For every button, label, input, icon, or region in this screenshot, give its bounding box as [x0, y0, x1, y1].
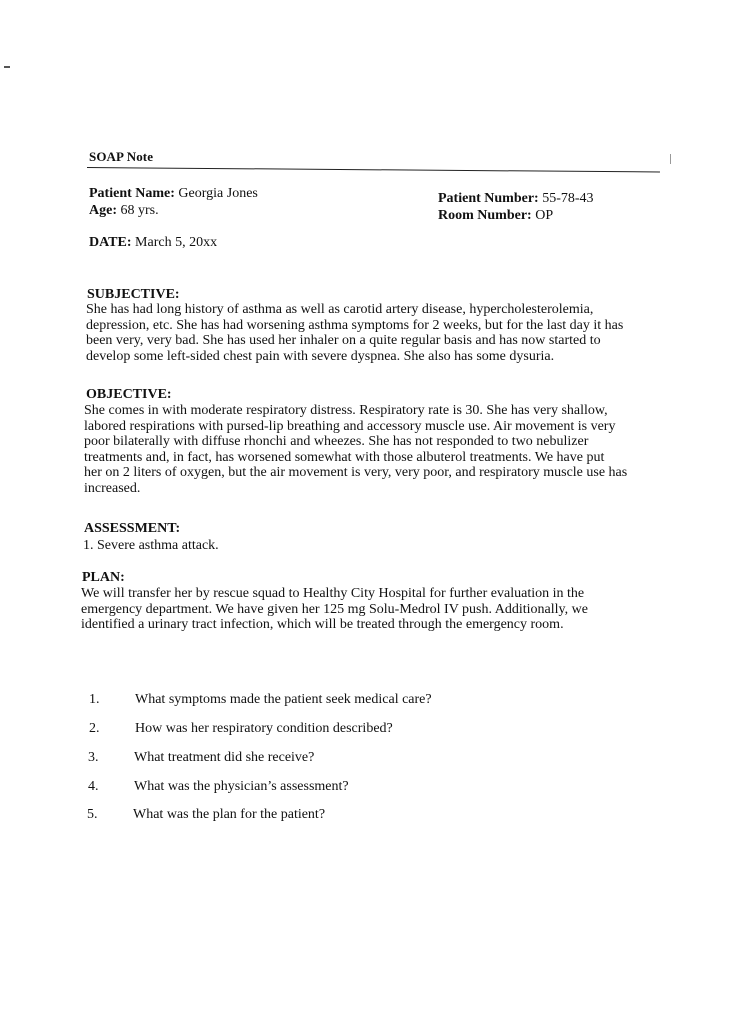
date-label: DATE:	[89, 235, 132, 250]
subjective-line: develop some left-sided chest pain with severe dyspnea. She also has some dysuria.	[86, 348, 555, 364]
objective-line: labored respirations with pursed-lip breathing and accessory muscle use. Air movement is very	[84, 418, 616, 434]
objective-line: her on 2 liters of oxygen, but the air movement is very, very poor, and respiratory muscle use has	[84, 465, 628, 481]
subjective-line: She has had long history of asthma as well as carotid artery disease, hypercholesterolemia,	[86, 302, 594, 317]
document-title: SOAP Note	[89, 149, 154, 164]
question-text: What treatment did she receive?	[134, 750, 315, 765]
question-number: 3.	[88, 750, 99, 765]
objective-heading: OBJECTIVE:	[86, 387, 172, 402]
plan-heading: PLAN:	[82, 570, 125, 585]
assessment-text	[83, 538, 653, 554]
patient-name-value: Georgia Jones	[178, 186, 258, 201]
objective-line: increased.	[84, 480, 141, 496]
room-number-value: OP	[535, 208, 554, 223]
patient-number-label: Patient Number:	[438, 191, 539, 206]
room-number-label: Room Number:	[438, 208, 532, 223]
question-number: 1.	[89, 692, 100, 707]
scan-artifact-mark	[4, 66, 10, 68]
question-item	[87, 807, 325, 823]
objective-text	[84, 403, 654, 497]
date-field	[89, 235, 217, 251]
question-number: 2.	[89, 721, 100, 736]
date-value: March 5, 20xx	[135, 235, 218, 250]
patient-name-label: Patient Name:	[89, 186, 175, 201]
question-item	[89, 692, 432, 708]
assessment-heading: ASSESSMENT:	[84, 521, 181, 536]
assessment-line: 1. Severe asthma attack.	[83, 538, 219, 553]
plan-line: identified a urinary tract infection, which will be treated through the emergency room.	[81, 617, 564, 633]
room-number-field	[438, 208, 553, 224]
question-item	[88, 750, 314, 766]
question-text: What was the plan for the patient?	[133, 807, 326, 822]
title-divider	[87, 167, 660, 173]
objective-line: poor bilaterally with diffuse rhonchi and wheezes. She has not responded to two nebulizer	[84, 434, 589, 450]
plan-line: We will transfer her by rescue squad to Healthy City Hospital for further evaluation in the	[81, 586, 585, 601]
question-item	[88, 779, 349, 795]
question-text: What was the physician’s assessment?	[134, 779, 349, 794]
age-value: 68 yrs.	[120, 203, 159, 218]
question-number: 5.	[87, 807, 98, 822]
plan-text	[81, 586, 651, 633]
subjective-heading: SUBJECTIVE:	[87, 287, 180, 302]
subjective-line: been very, very bad. She has used her inhaler on a quite regular basis and has now started to	[86, 333, 601, 349]
question-text: What symptoms made the patient seek medical care?	[135, 692, 432, 707]
patient-name-field	[89, 186, 258, 202]
patient-number-value: 55-78-43	[542, 191, 594, 206]
patient-number-field	[438, 191, 594, 207]
question-item	[89, 721, 393, 737]
subjective-line: depression, etc. She has had worsening asthma symptoms for 2 weeks, but for the last day it has	[86, 317, 624, 333]
age-field	[89, 203, 159, 219]
plan-line: emergency department. We have given her 125 mg Solu-Medrol IV push. Additionally, we	[81, 601, 588, 617]
question-number: 4.	[88, 779, 99, 794]
subjective-text	[86, 302, 656, 364]
age-label: Age:	[89, 203, 117, 218]
question-text: How was her respiratory condition described?	[135, 721, 393, 736]
objective-line: treatments and, in fact, has worsened somewhat with those albuterol treatments. We have put	[84, 449, 605, 465]
objective-line: She comes in with moderate respiratory distress. Respiratory rate is 30. She has very shallow,	[84, 403, 608, 418]
scan-edge-mark	[670, 154, 671, 164]
